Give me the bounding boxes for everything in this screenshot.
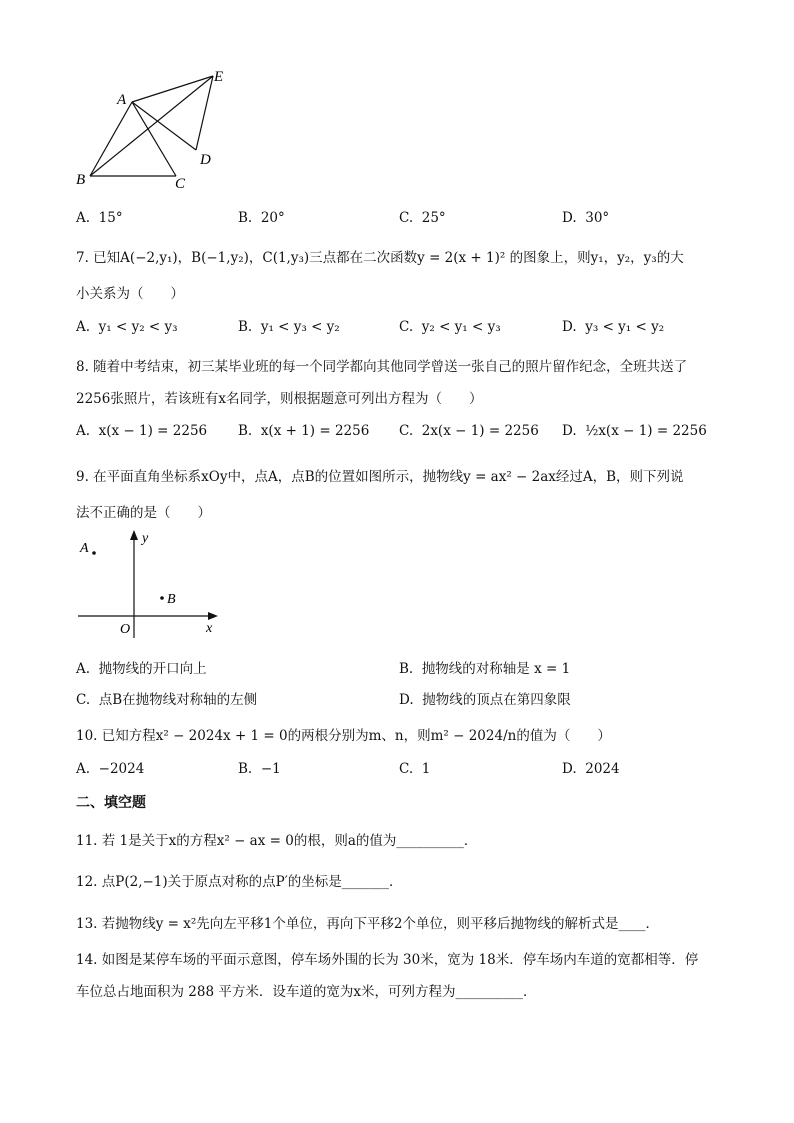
label-a: A [117, 92, 127, 108]
q7-stem-line1: 7. 已知A(−2,y₁)，B(−1,y₂)，C(1,y₃)三点都在二次函数y = 2(x + 1)² 的图象上，则y₁，y₂，y₃的大 [76, 250, 684, 266]
q9-option-a[interactable]: A. 抛物线的开口向上 [76, 661, 207, 677]
q8-option-c[interactable]: C. 2x(x − 1) = 2256 [399, 423, 539, 439]
q10-option-c[interactable]: C. 1 [399, 761, 431, 777]
segment-ac [132, 102, 176, 176]
q6-option-c[interactable]: C. 25° [399, 210, 446, 226]
q10-option-b[interactable]: B. −1 [238, 761, 281, 777]
q9-stem-line1: 9. 在平面直角坐标系xOy中，点A，点B的位置如图所示，抛物线y = ax² − 2ax经过A，B，则下列说 [76, 469, 684, 485]
q9-option-c[interactable]: C. 点B在抛物线对称轴的左侧 [76, 692, 258, 708]
q6-option-b[interactable]: B. 20° [238, 210, 285, 226]
q9-stem-line2: 法不正确的是（ ） [76, 505, 211, 521]
coordinate-figure [72, 526, 232, 642]
label-x-axis: x [206, 621, 213, 636]
label-b: B [76, 172, 86, 188]
q11-stem: 11. 若 1是关于x的方程x² − ax = 0的根，则a的值为__________． [76, 833, 478, 849]
point-b [160, 596, 164, 600]
q9-option-d[interactable]: D. 抛物线的顶点在第四象限 [399, 692, 571, 708]
label-origin: O [120, 622, 131, 637]
q10-stem: 10. 已知方程x² − 2024x + 1 = 0的两根分别为m、n，则m² − 2024/n的值为（ ） [76, 728, 611, 744]
x-axis-arrow [208, 612, 218, 620]
q7-stem-line2: 小关系为（ ） [76, 286, 184, 302]
segment-ab [90, 102, 132, 176]
label-d: D [200, 152, 211, 168]
label-y-axis: y [142, 531, 149, 546]
q14-stem-line1: 14. 如图是某停车场的平面示意图，停车场外围的长为 30米，宽为 18米．停车场内车道的宽都相等．停 [76, 952, 699, 968]
q8-stem-line2: 2256张照片，若该班有x名同学，则根据题意可列出方程为（ ） [76, 391, 483, 407]
segment-be [90, 76, 213, 176]
triangle-figure [72, 66, 232, 192]
label-point-a: A [80, 541, 89, 556]
q7-option-c[interactable]: C. y₂ < y₁ < y₃ [399, 319, 501, 335]
y-axis-arrow [130, 530, 138, 540]
label-e: E [214, 69, 224, 85]
q12-stem: 12. 点P(2,−1)关于原点对称的点P′的坐标是_______． [76, 874, 403, 890]
q8-option-b[interactable]: B. x(x + 1) = 2256 [238, 423, 370, 439]
q14-stem-line2: 车位总占地面积为 288 平方米．设车道的宽为x米，可列方程为__________． [76, 984, 537, 1000]
label-point-b: B [167, 592, 176, 607]
q8-option-d[interactable]: D. ½x(x − 1) = 2256 [562, 423, 707, 439]
segment-ad [132, 102, 196, 150]
q7-option-a[interactable]: A. y₁ < y₂ < y₃ [76, 319, 178, 335]
q8-stem-line1: 8. 随着中考结束，初三某毕业班的每一个同学都向其他同学曾送一张自己的照片留作纪念，全班共送了 [76, 359, 688, 375]
q6-option-d[interactable]: D. 30° [562, 210, 610, 226]
label-c: C [175, 176, 186, 192]
q10-option-a[interactable]: A. −2024 [76, 761, 145, 777]
q7-option-b[interactable]: B. y₁ < y₃ < y₂ [238, 319, 340, 335]
q7-option-d[interactable]: D. y₃ < y₁ < y₂ [562, 319, 665, 335]
section-title-fill-in: 二、填空题 [76, 795, 146, 811]
q9-option-b[interactable]: B. 抛物线的对称轴是 x = 1 [399, 661, 571, 677]
q8-option-a[interactable]: A. x(x − 1) = 2256 [76, 423, 208, 439]
q13-stem: 13. 若抛物线y = x²先向左平移1个单位，再向下平移2个单位，则平移后抛物线的解析式是____． [76, 916, 659, 932]
segment-ae [132, 76, 213, 102]
q6-option-a[interactable]: A. 15° [76, 210, 123, 226]
q10-option-d[interactable]: D. 2024 [562, 761, 620, 777]
point-a [92, 551, 96, 555]
